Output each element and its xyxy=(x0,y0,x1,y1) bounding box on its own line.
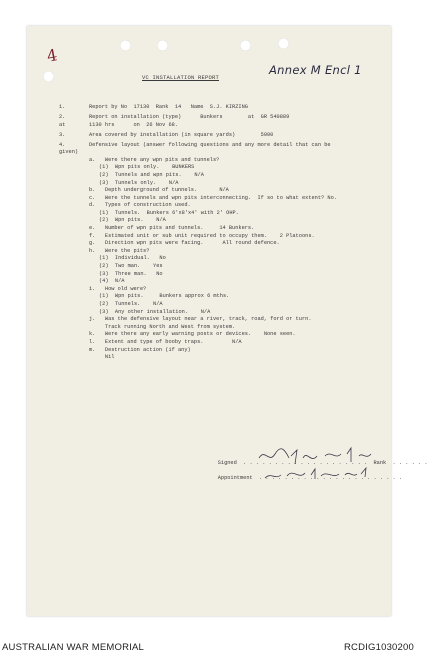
item-text: (2) Two man. Yes xyxy=(99,263,163,270)
item-number: given) xyxy=(59,149,79,156)
item-text: (4) N/A xyxy=(99,278,125,285)
report-line xyxy=(59,195,389,203)
item-text: g. Direction wpn pits were facing. All round defence. xyxy=(89,240,280,247)
page-title: VC INSTALLATION REPORT xyxy=(142,74,220,81)
punch-hole xyxy=(120,40,131,51)
report-line xyxy=(59,187,389,195)
item-number: 3. xyxy=(59,131,66,138)
item-text: (2) Tunnels and wpn pits. N/A xyxy=(99,171,204,178)
report-line xyxy=(59,202,389,210)
report-line xyxy=(59,347,389,355)
report-line xyxy=(59,331,389,339)
appointment-label: Appointment xyxy=(217,475,253,481)
report-line xyxy=(59,164,389,172)
report-line xyxy=(59,293,389,301)
item-text: i. How old were? xyxy=(89,285,147,292)
item-text: f. Estimated unit or sub unit required to occupy them. 2 Platoons. xyxy=(89,232,315,239)
report-line xyxy=(59,217,389,225)
item-text: e. Number of wpn pits and tunnels. 14 Bunkers. xyxy=(89,225,255,232)
item-text: j. Was the defensive layout near a river, track, road, ford or turn. xyxy=(89,316,312,323)
report-line xyxy=(59,255,389,263)
rank-label: Rank xyxy=(373,460,387,466)
punch-hole xyxy=(43,71,54,82)
footer-right: RCDIG1030200 xyxy=(344,642,414,653)
item-text: Report by No 17130 Rank 14 Name S.J. KIRZING xyxy=(89,104,248,110)
punch-hole xyxy=(157,40,168,51)
item-text: (1) Wpn pits only. BUNKERS xyxy=(99,164,195,171)
item-text: Area covered by installation (in square yards) 5000 xyxy=(89,131,274,138)
punch-hole xyxy=(278,38,289,49)
report-line xyxy=(59,240,389,248)
item-text: k. Were there any early warning posts or devices. None seen. xyxy=(89,331,296,338)
corner-mark: 4 xyxy=(45,45,59,66)
report-line xyxy=(59,339,389,347)
report-line xyxy=(59,286,389,294)
item-text: Track running North and West from system. xyxy=(89,323,236,330)
signed-label: Signed xyxy=(217,460,237,466)
item-text: a. Were there any wpn pits and tunnels? xyxy=(89,156,220,163)
item-text: (3) Tunnels only. N/A xyxy=(99,179,179,186)
annex-note: Annex M Encl 1 xyxy=(269,63,362,77)
punch-hole xyxy=(240,40,251,51)
item-text: l. Extent and type of booby traps. N/A xyxy=(89,338,242,345)
item-number: at xyxy=(59,121,66,128)
item-text: d. Types of construction used. xyxy=(89,202,191,209)
report-line xyxy=(59,157,389,165)
item-number: 4. xyxy=(59,141,66,148)
report-line xyxy=(59,309,389,317)
item-text: Nil xyxy=(89,354,115,361)
item-text: Report on installation (type) Bunkers at GR 540889 xyxy=(89,113,290,120)
item-text: m. Destruction action (if any) xyxy=(89,346,191,353)
item-text: 1130 hrs on 26 Nov 68. xyxy=(89,121,179,128)
item-text: h. Were the pits? xyxy=(89,247,150,254)
handwritten-signature xyxy=(255,444,385,484)
report-line xyxy=(59,180,389,188)
report-line xyxy=(59,354,389,362)
report-body xyxy=(59,104,389,362)
report-line xyxy=(59,263,389,271)
document-sheet xyxy=(27,26,428,616)
item-text: (3) Three man. No xyxy=(99,270,163,277)
item-text: (1) Wpn pits. Bunkers approx 6 mths. xyxy=(99,293,230,300)
report-line xyxy=(59,233,389,241)
report-line xyxy=(59,122,389,130)
appointment-line: Appointment . . . . . . . . . . . . . . . . . . . . . . . xyxy=(217,475,403,481)
item-text: b. Depth underground of tunnels. N/A xyxy=(89,187,229,194)
report-line xyxy=(59,271,389,279)
report-line xyxy=(59,278,389,286)
footer-left: AUSTRALIAN WAR MEMORIAL xyxy=(2,642,145,653)
report-line xyxy=(59,172,389,180)
report-line xyxy=(59,301,389,309)
item-text: Defensive layout (answer following questions and any more detail that can be xyxy=(89,141,331,148)
report-line xyxy=(59,225,389,233)
report-line xyxy=(59,316,389,324)
item-text: (2) Tunnels. N/A xyxy=(99,301,163,308)
report-line xyxy=(59,142,389,150)
item-text: (2) Wpn pits. N/A xyxy=(99,217,166,224)
report-line xyxy=(59,104,389,112)
item-text: (1) Tunnels. Bunkers 6'x8'x4' with 2' OHP. xyxy=(99,209,239,216)
item-number: 1. xyxy=(59,104,66,110)
report-line xyxy=(59,248,389,256)
signed-line: Signed . . . . . . . . . . . . . . . . . . . . Rank . . . . . . xyxy=(217,460,428,466)
item-text: (1) Individual. No xyxy=(99,255,166,262)
item-text: (3) Any other installation. N/A xyxy=(99,308,211,315)
item-number: 2. xyxy=(59,113,66,120)
item-text: c. Were the tunnels and wpn pits interconnecting. If so to what extent? No. xyxy=(89,194,337,201)
report-line xyxy=(59,210,389,218)
report-line xyxy=(59,132,389,140)
report-line xyxy=(59,149,389,157)
report-line xyxy=(59,324,389,332)
report-line xyxy=(59,114,389,122)
